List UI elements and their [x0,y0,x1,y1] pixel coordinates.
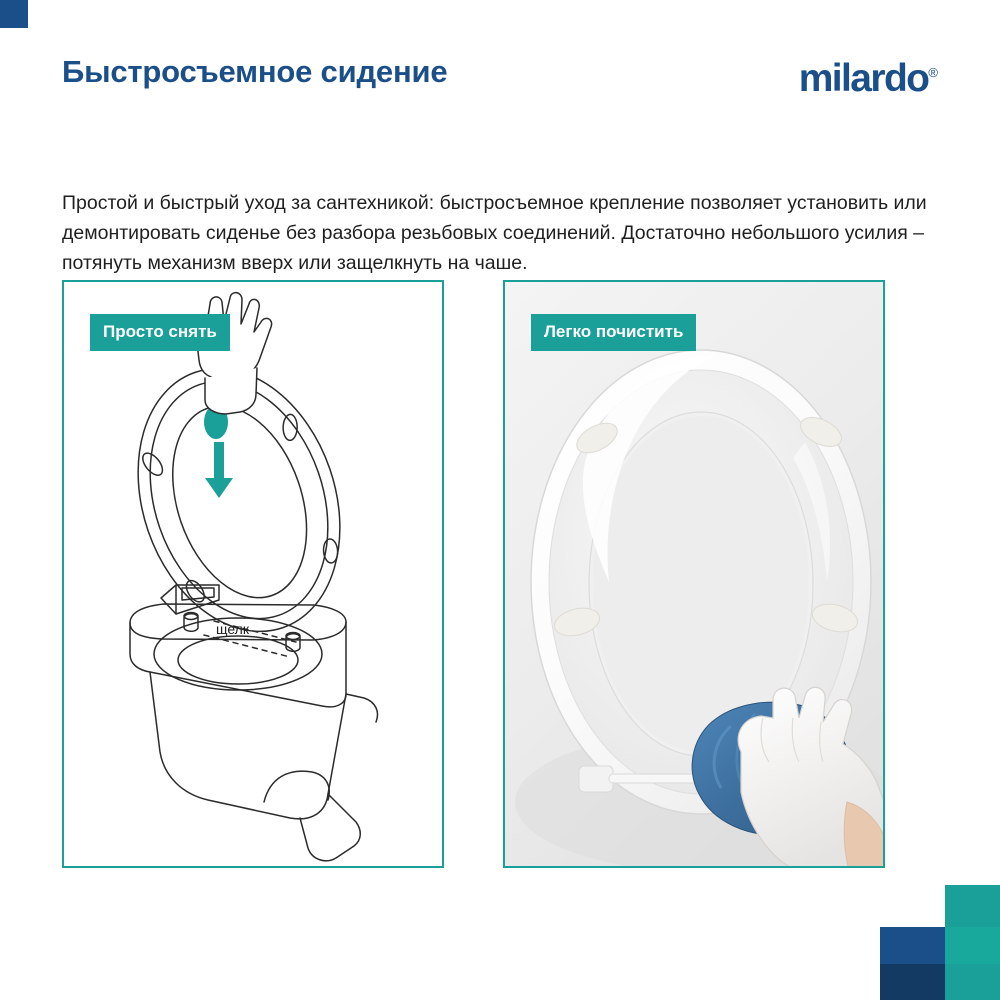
trademark-symbol: ® [928,65,938,80]
accent-square-teal-top [945,885,1000,927]
accent-square-teal-bottom [945,964,1000,1000]
panel-label-clean: Легко почистить [531,314,696,351]
panel-remove [62,280,444,868]
panel-label-remove: Просто снять [90,314,230,351]
brand-logo [799,57,938,101]
document-header [62,55,938,115]
brand-logo-text: milardo [798,57,929,100]
accent-square-blue [880,927,945,964]
accent-square-teal-middle [945,927,1000,964]
corner-accent-top-left [0,0,28,28]
annotation-click-left: щелк [216,621,249,637]
illustration-remove-seat [64,282,442,866]
intro-paragraph: Простой и быстрый уход за сантехникой: быстросъемное крепление позволяет установить или демонтировать сиденье без разбора резьбовых соединений. Достаточно небольшого усилия – потянуть механизм вверх или защелкнуть на чаше. [62,191,927,274]
illustration-clean-seat [505,282,883,866]
corner-accent-bottom-right [815,885,1000,1000]
accent-square-navy [880,964,945,1000]
page-title: Быстросъемное сидение [62,54,448,89]
panel-clean [503,280,885,868]
